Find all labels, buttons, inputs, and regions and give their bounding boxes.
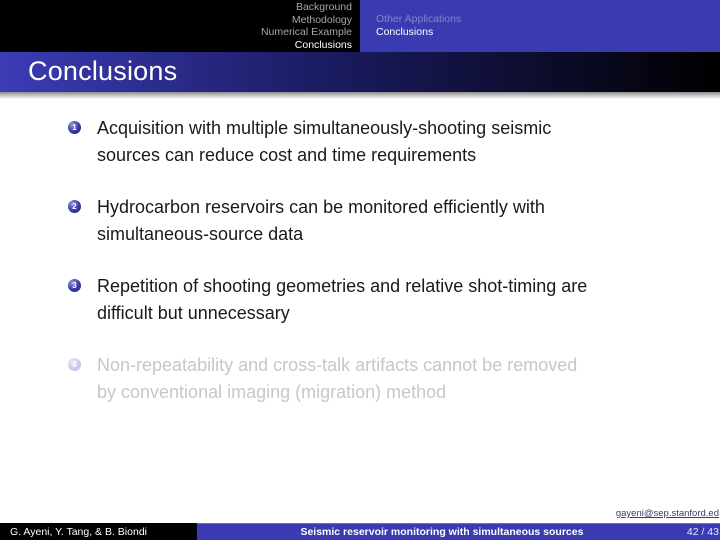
nav-section-background[interactable]: Background <box>295 1 352 13</box>
list-item-line: Non-repeatability and cross-talk artifacts cannot be removed <box>97 355 578 375</box>
list-item-text <box>97 352 577 406</box>
list-item-line: Hydrocarbon reservoirs can be monitored efficiently with <box>97 197 545 217</box>
footline-right <box>197 523 720 540</box>
footline-short-title: Seismic reservoir monitoring with simultaneous sources <box>300 525 584 538</box>
list-item <box>68 273 690 327</box>
enumerate-ball-icon: 4 <box>68 358 81 371</box>
list-item <box>68 194 690 248</box>
nav-section-methodology[interactable]: Methodology <box>291 13 352 26</box>
page-title: Conclusions <box>28 55 178 86</box>
list-item <box>68 115 690 169</box>
nav-section-numerical-example[interactable]: Numerical Example <box>260 26 352 39</box>
enumerate-ball-icon: 1 <box>68 121 81 134</box>
list-item-text <box>97 273 587 327</box>
nav-subsection-conclusions[interactable]: Conclusions <box>376 26 434 38</box>
list-item-line: simultaneous-source data <box>97 224 304 244</box>
header-nav <box>0 0 720 52</box>
list-item-text <box>97 115 551 169</box>
footline-authors: G. Ayeni, Y. Tang, & B. Biondi <box>0 523 197 540</box>
list-item-line: sources can reduce cost and time requirements <box>97 145 477 165</box>
list-item <box>68 352 690 406</box>
footline <box>0 523 720 540</box>
list-item-line: Acquisition with multiple simultaneously-shooting seismic <box>97 118 552 138</box>
nav-section-conclusions[interactable]: Conclusions <box>294 38 352 51</box>
list-item-line: Repetition of shooting geometries and relative shot-timing are <box>97 276 588 296</box>
author-email-link[interactable]: gayeni@sep.stanford.ed <box>615 508 719 519</box>
list-item-line: difficult but unnecessary <box>97 303 290 323</box>
list-item-text <box>97 194 545 248</box>
frametitle-bar <box>0 52 720 92</box>
frametitle-shadow <box>0 92 720 99</box>
nav-subsection-other-applications[interactable]: Other Applications <box>376 13 462 25</box>
subsection-nav <box>360 0 720 52</box>
frame-number: 42 / 43 <box>686 525 719 538</box>
section-nav <box>0 0 360 52</box>
enumerate-ball-icon: 3 <box>68 279 81 292</box>
enumerate-ball-icon: 2 <box>68 200 81 213</box>
list-item-line: by conventional imaging (migration) method <box>97 382 447 402</box>
slide-body <box>0 99 720 406</box>
